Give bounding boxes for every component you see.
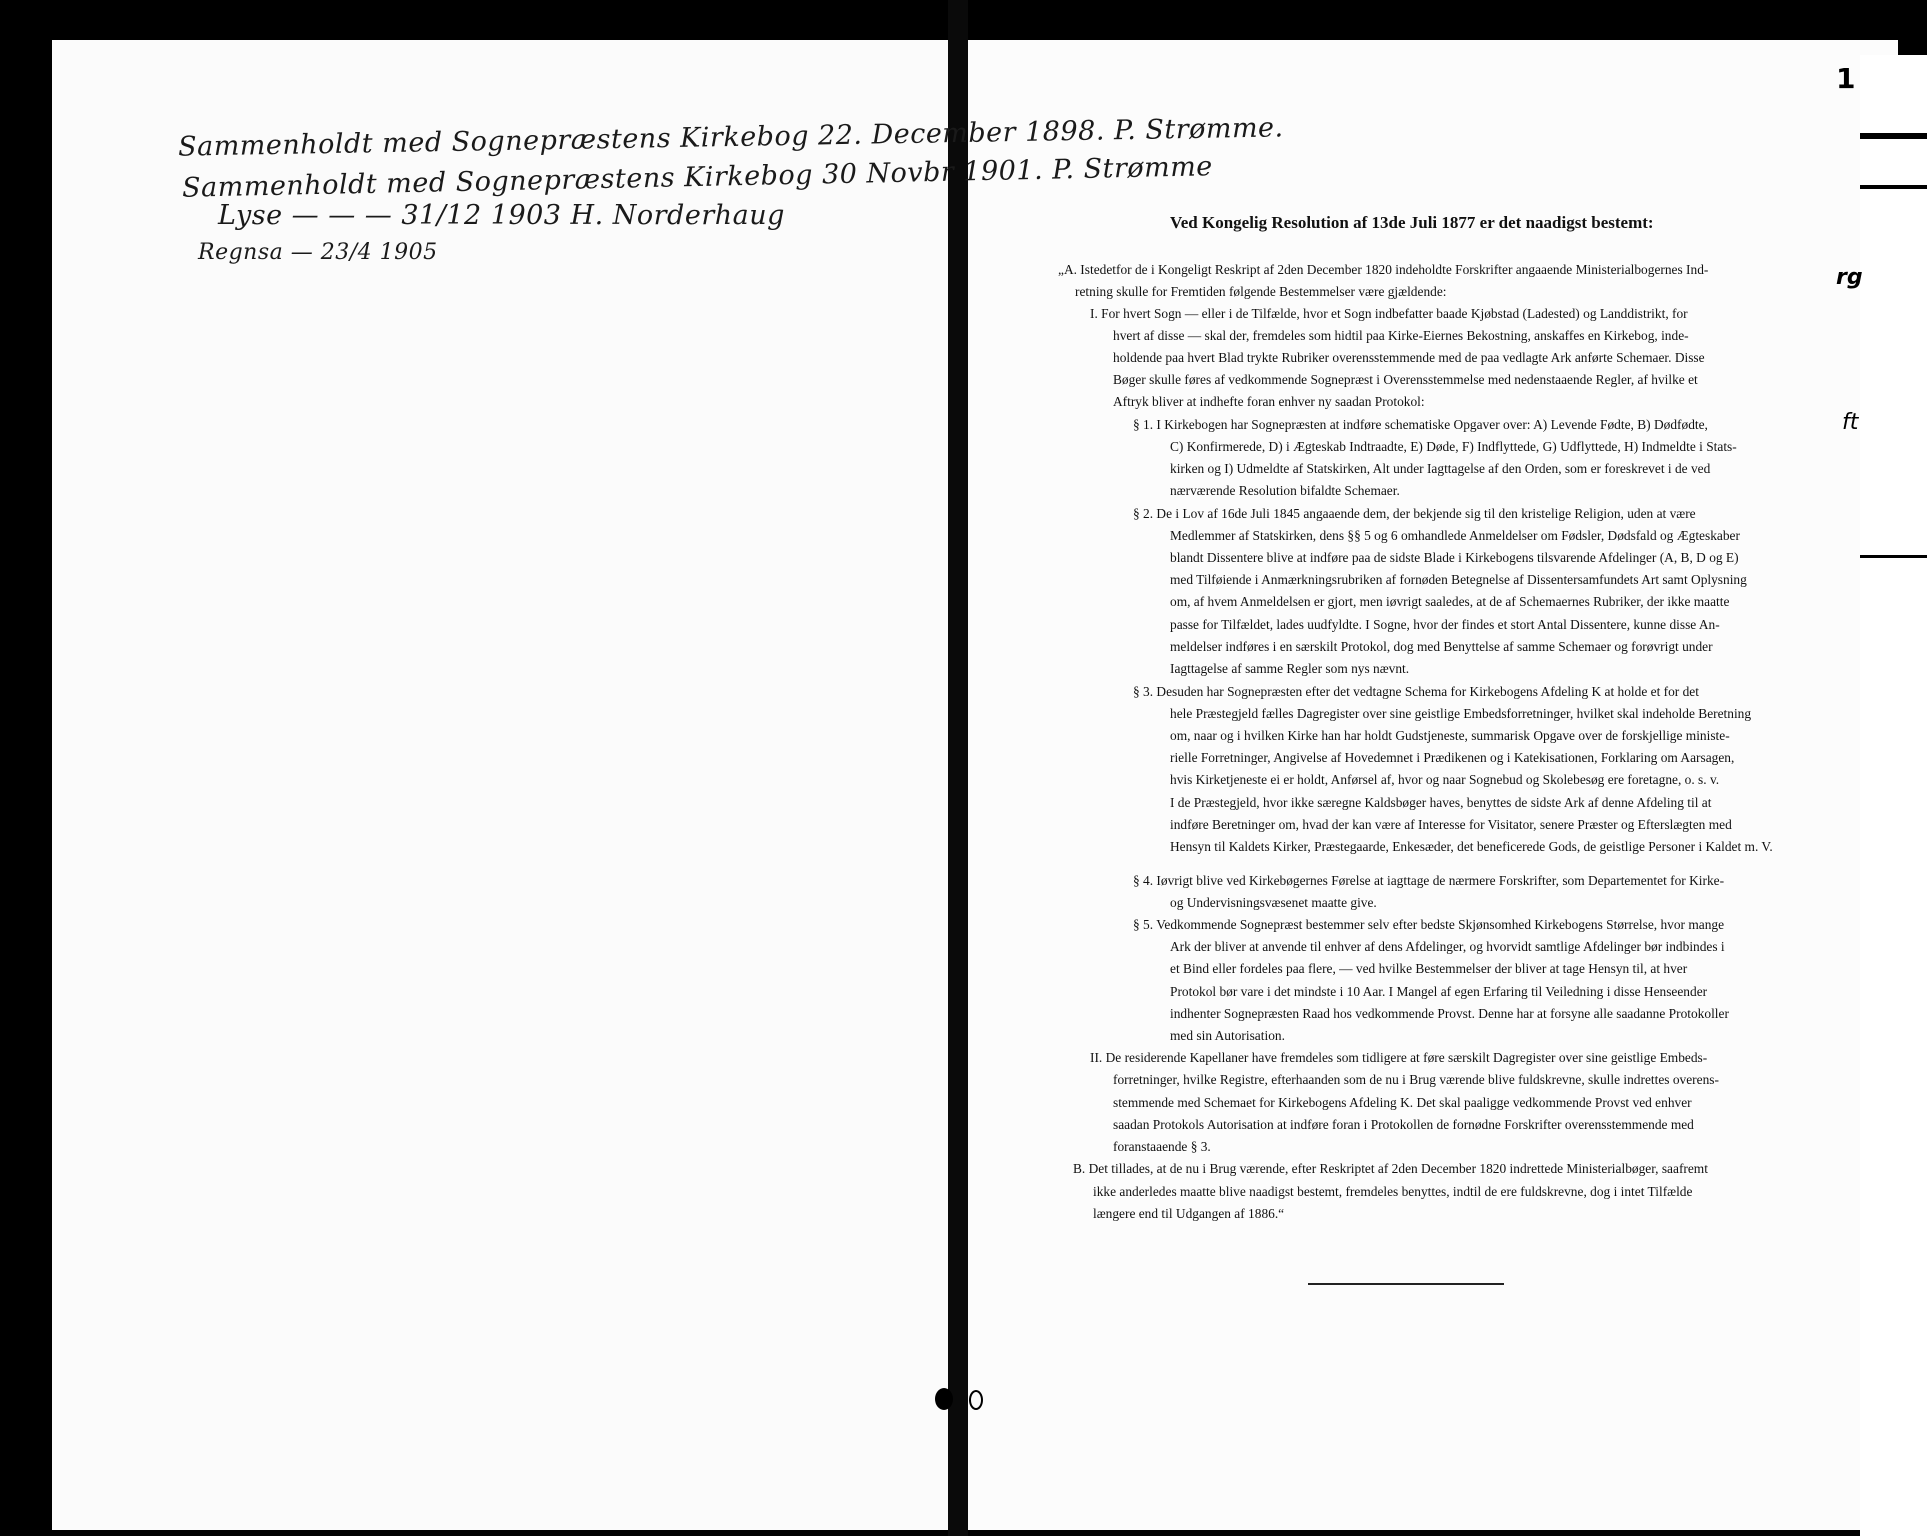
text-line: stemmende med Schemaet for Kirkebogens Afdeling K. Det skal paaligge vedkommende Provst ved enhver — [1113, 1095, 1692, 1110]
edge-fragment-1: 1 — [1836, 62, 1856, 95]
text-line: I de Præstegjeld, hvor ikke særegne Kaldsbøger haves, benyttes de sidste Ark af denne Afdeling til at — [1170, 795, 1712, 810]
text-line: § 1. I Kirkebogen har Sognepræsten at indføre schematiske Opgaver over: A) Levende Fødte, B) Dødfødte, — [1133, 417, 1708, 432]
text-line: indhenter Sognepræsten Raad hos vedkommende Provst. Denne har at forsyne alle saadanne Protokoller — [1170, 1006, 1729, 1021]
text-line: § 5. Vedkommende Sognepræst bestemmer selv efter bedste Skjønsomhed Kirkebogens Størrelse, hvor mange — [1133, 917, 1725, 932]
binding-hole — [935, 1388, 953, 1410]
text-line: foranstaaende § 3. — [1113, 1139, 1211, 1154]
handwritten-note-2: Sammenholdt med Sognepræstens Kirkebog 30 Novbr 1901. P. Strømme — [181, 151, 1214, 204]
text-line: længere end til Udgangen af 1886.“ — [1093, 1206, 1285, 1221]
text-line: Protokol bør vare i det mindste i 10 Aar. I Mangel af egen Erfaring til Veiledning i disse Henseender — [1170, 984, 1708, 999]
text-line: kirken og I) Udmeldte af Statskirken, Alt under Iagttagelse af den Orden, som er foreskrevet i de ved — [1170, 461, 1711, 476]
text-line: hvert af disse — skal der, fremdeles som hidtil paa Kirke-Eiernes Bekostning, anskaffes en Kirkebog, inde- — [1113, 328, 1689, 343]
text-line: Aftryk bliver at indhefte foran enhver ny saadan Protokol: — [1113, 394, 1425, 409]
edge-tab-line — [1860, 185, 1927, 189]
text-line: indføre Beretninger om, hvad der kan være af Interesse for Visitator, senere Præster og Efterslægten med — [1170, 817, 1732, 832]
text-line: holdende paa hvert Blad trykte Rubriker overensstemmende med de paa vedlagte Ark anførte Schemaer. Disse — [1113, 350, 1705, 365]
edge-fragment-2: rg — [1836, 265, 1863, 290]
text-line: „A. Istedetfor de i Kongeligt Reskript af 2den December 1820 indeholdte Forskrifter angaaende Ministerialbogernes Ind- — [1058, 262, 1709, 277]
text-line: ikke anderledes maatte blive naadigst bestemt, fremdeles benyttes, indtil de ere fuldskrevne, dog i intet Tilfælde — [1093, 1184, 1693, 1199]
document-title: Ved Kongelig Resolution af 13de Juli 1877 er det naadigst bestemt: — [1170, 213, 1654, 232]
text-line: § 3. Desuden har Sognepræsten efter det vedtagne Schema for Kirkebogens Afdeling K at holde et for det — [1133, 684, 1699, 699]
text-line: blandt Dissentere blive at indføre paa de sidste Blade i Kirkebogens tilsvarende Afdelinger (A, B, D og E) — [1170, 550, 1739, 565]
text-line: II. De residerende Kapellaner have fremdeles som tidligere at føre særskilt Dagregister over sine geistlige Embeds- — [1090, 1050, 1708, 1065]
text-line: og Undervisningsvæsenet maatte give. — [1170, 895, 1377, 910]
handwritten-note-3: Lyse — — — 31/12 1903 H. Norderhaug — [218, 200, 785, 231]
text-line: B. Det tillades, at de nu i Brug værende, efter Reskriptet af 2den December 1820 indrettede Ministerialbøger, saafremt — [1073, 1161, 1708, 1176]
handwritten-note-4: Regnsa — 23/4 1905 — [198, 240, 438, 265]
book-gutter — [948, 0, 968, 1536]
text-line: nærværende Resolution bifaldte Schemaer. — [1170, 483, 1400, 498]
text-line: § 4. Iøvrigt blive ved Kirkebøgernes Førelse at iagttage de nærmere Forskrifter, som Departementet for Kirke- — [1133, 873, 1725, 888]
text-line: passe for Tilfældet, lades uudfyldte. I Sogne, hvor der findes et stort Antal Dissentere, kunne disse An- — [1170, 617, 1720, 632]
text-line: med Tilføiende i Anmærkningsrubriken af fornøden Betegnelse af Dissentersamfundets Art samt Oplysning — [1170, 572, 1747, 587]
text-line: retning skulle for Fremtiden følgende Bestemmelser være gjældende: — [1075, 284, 1447, 299]
text-line: Bøger skulle føres af vedkommende Sognepræst i Overensstemmelse med nedenstaaende Regler, af hvilke et — [1113, 372, 1698, 387]
text-line: Iagttagelse af samme Regler som nys nævnt. — [1170, 661, 1410, 676]
edge-tab-line — [1860, 133, 1927, 139]
next-page-edge — [1860, 55, 1927, 1536]
text-line: med sin Autorisation. — [1170, 1028, 1285, 1043]
text-line: Medlemmer af Statskirken, dens §§ 5 og 6 omhandlede Anmeldelser om Fødsler, Dødsfald og Ægteskaber — [1170, 528, 1740, 543]
text-line: et Bind eller fordeles paa flere, — ved hvilke Bestemmelser der bliver at tage Hensyn til, at hver — [1170, 961, 1688, 976]
handwritten-note-1: Sammenholdt med Sognepræstens Kirkebog 22. December 1898. P. Strømme. — [177, 112, 1284, 163]
text-line: Ark der bliver at anvende til enhver af dens Afdelinger, og hvorvidt samtlige Afdelinger bør indbindes i — [1170, 939, 1725, 954]
edge-tab-line — [1860, 555, 1927, 558]
text-line: § 2. De i Lov af 16de Juli 1845 angaaende dem, der bekjende sig til den kristelige Religion, uden at være — [1133, 506, 1696, 521]
closing-rule — [1308, 1283, 1504, 1285]
text-line: meldelser indføres i en særskilt Protokol, dog med Benyttelse af samme Schemaer og forøvrigt under — [1170, 639, 1713, 654]
edge-fragment-3: ft — [1842, 410, 1859, 435]
binding-hole — [969, 1390, 983, 1410]
text-line: Hensyn til Kaldets Kirker, Præstegaarde, Enkesæder, det beneficerede Gods, de geistlige Personer i Kaldet m. V. — [1170, 839, 1773, 854]
text-line: C) Konfirmerede, D) i Ægteskab Indtraadte, E) Døde, F) Indflyttede, G) Udflyttede, H) Indmeldte i Stats- — [1170, 439, 1737, 454]
text-line: hvis Kirketjeneste ei er holdt, Anførsel af, hvor og naar Sognebud og Skolebesøg ere foretagne, o. s. v. — [1170, 772, 1720, 787]
text-line: saadan Protokols Autorisation at indføre foran i Protokollen de fornødne Forskrifter overensstemmende med — [1113, 1117, 1694, 1132]
text-line: rielle Forretninger, Angivelse af Hovedemnet i Prædikenen og i Katekisationen, Forklaring om Aarsagen, — [1170, 750, 1735, 765]
text-line: om, naar og i hvilken Kirke han har holdt Gudstjeneste, summarisk Opgave over de forskjellige ministe- — [1170, 728, 1730, 743]
left-page — [52, 40, 948, 1530]
text-line: I. For hvert Sogn — eller i de Tilfælde, hvor et Sogn indbefatter baade Kjøbstad (Ladested) og Landdistrikt, for — [1090, 306, 1688, 321]
text-line: forretninger, hvilke Registre, efterhaanden som de nu i Brug værende blive fuldskrevne, skulle indrettes overens- — [1113, 1072, 1719, 1087]
text-line: om, af hvem Anmeldelsen er gjort, men iøvrigt saaledes, at de af Schemaernes Rubriker, der ikke maatte — [1170, 594, 1730, 609]
text-line: hele Præstegjeld fælles Dagregister over sine geistlige Embedsforretninger, hvilket skal indeholde Beretning — [1170, 706, 1752, 721]
